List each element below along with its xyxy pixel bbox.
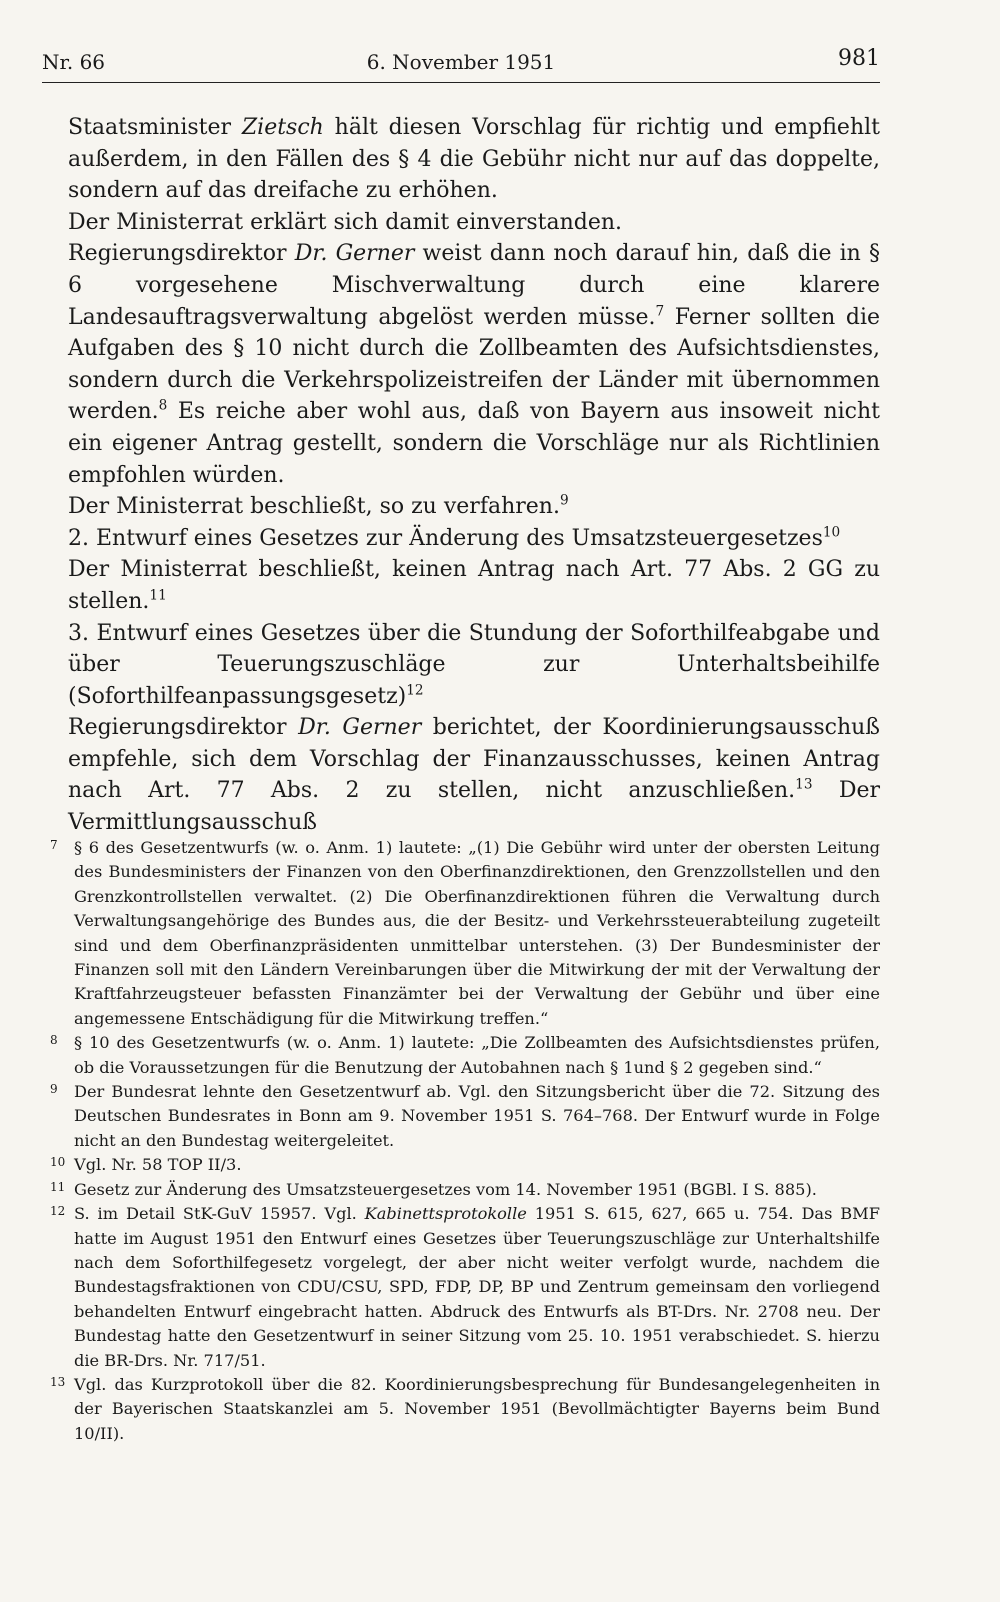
- text-run: Regierungsdirektor: [68, 715, 299, 741]
- header-date: 6. November 1951: [366, 50, 556, 74]
- footnote-mark: 9: [50, 1082, 58, 1097]
- header-rule: [42, 82, 880, 83]
- paragraph-gerner-2: [68, 712, 880, 838]
- paragraph-einverstanden: Der Ministerrat erklärt sich damit einverstanden.: [68, 209, 623, 235]
- footnote-ref-12[interactable]: 12: [406, 682, 424, 699]
- paragraph-gerner-1: [68, 238, 880, 491]
- footnote-9: [42, 1080, 880, 1153]
- text-run: Es reiche aber wohl aus, daß von Bayern aus insoweit nicht ein eigener Antrag gestellt, sondern die Vorschläge nur als Richtlinien empfohlen würden.: [68, 399, 880, 488]
- text-run: Der Ministerrat beschließt, so zu verfahren.: [68, 494, 560, 520]
- footnote-text: Vgl. das Kurzprotokoll über die 82. Koordinierungsbesprechung für Bundesangelegenheiten in der Bayerischen Staatskanzlei am 5. November 1951 (Bevollmächtigter Bayerns beim Bund 10/II).: [74, 1374, 880, 1443]
- text-run: Ferner sollten die Aufgaben des § 10 nicht durch die Zollbeamten des Aufsichtsdienstes, sondern durch die Verkehrspolizeistreifen der Länder mit übernommen werden.: [68, 304, 880, 425]
- agenda-item-3: [68, 618, 880, 713]
- footnote-mark: 8: [50, 1033, 58, 1048]
- issue-number: Nr. 66: [42, 50, 106, 74]
- text-run: 3. Entwurf eines Gesetzes über die Stundung der Soforthilfeabgabe und über Teuerungszuschläge zur Unterhaltsbeihilfe (Soforthilfeanpassungsgesetz): [68, 620, 880, 709]
- footnote-11: [42, 1178, 880, 1202]
- agenda-item-2: [68, 523, 880, 555]
- text-run: 2. Entwurf eines Gesetzes zur Änderung des Umsatzsteuergesetzes: [68, 525, 823, 551]
- footnote-10: [42, 1153, 880, 1177]
- cited-title: Kabinettsprotokolle: [364, 1204, 527, 1224]
- paragraph-beschluss-2: [68, 554, 880, 617]
- text-run: Staatsminister: [68, 115, 242, 140]
- footnote-ref-11[interactable]: 11: [149, 587, 167, 604]
- footnote-ref-10[interactable]: 10: [822, 524, 841, 541]
- footnote-text: § 10 des Gesetzentwurfs (w. o. Anm. 1) lautete: „Die Zollbeamten des Aufsichtsdienstes prüfen, ob die Voraussetzungen für die Benutzung der Autobahnen nach § 1und § 2 gegeben sind.“: [74, 1033, 880, 1077]
- running-header: [42, 44, 880, 84]
- speaker-name: Dr. Gerner: [298, 715, 422, 741]
- text-run: hält diesen Vorschlag für richtig und empfiehlt außerdem, in den Fällen des § 4 die Gebühr nicht nur auf das doppelte, sondern auf das dreifache zu erhöhen.: [68, 115, 880, 204]
- speaker-name: Dr. Gerner: [294, 241, 415, 267]
- text-run: Der Ministerrat beschließt, keinen Antrag nach Art. 77 Abs. 2 GG zu stellen.: [68, 557, 880, 614]
- page-number: 981: [838, 46, 880, 71]
- footnote-ref-9[interactable]: 9: [559, 492, 569, 509]
- footnote-12: [42, 1202, 880, 1373]
- footnote-text: Der Bundesrat lehnte den Gesetzentwurf ab. Vgl. den Sitzungsbericht über die 72. Sitzung des Deutschen Bundesrates in Bonn am 9. November 1951 S. 764–768. Der Entwurf wurde in Folge nicht an den Bundestag weitergeleitet.: [74, 1082, 880, 1150]
- footnote-8: [42, 1031, 880, 1080]
- text-run: berichtet, der Koordinierungsausschuß empfehle, sich dem Vorschlag der Finanzausschusses, keinen Antrag nach Art. 77 Abs. 2 zu stellen, nicht anzuschließen.: [68, 715, 880, 804]
- footnote-mark: 7: [50, 838, 58, 852]
- text-run: 1951 S. 615, 627, 665 u. 754. Das BMF hatte im August 1951 den Entwurf eines Gesetzes über Teuerungszuschläge zur Unterhaltshilfe nach dem Soforthilfegesetz vorgelegt, der aber nicht weiter verfolgt wurde, nachdem die Bundestagsfraktionen von CDU/CSU, SPD, FDP, DP, BP und Zentrum gemeinsam den vorliegend behandelten Entwurf eingebracht hatten. Abdruck des Entwurfs als BT-Drs. Nr. 2708 neu. Der Bundestag hatte den Gesetzentwurf in seiner Sitzung vom 25. 10. 1951 verabschiedet. S. hierzu die BR-Drs. Nr. 717/51.: [74, 1204, 880, 1370]
- footnote-7: [42, 836, 880, 1031]
- footnote-ref-8[interactable]: 8: [158, 398, 168, 415]
- footnote-text: [74, 1202, 880, 1373]
- text-run: Der Vermittlungsausschuß: [68, 778, 880, 836]
- footnote-ref-7[interactable]: 7: [655, 303, 665, 320]
- text-run: S. im Detail StK-GuV 15957. Vgl.: [74, 1204, 365, 1224]
- footnote-mark: 10: [50, 1155, 66, 1170]
- text-run: weist dann noch darauf hin, daß die in § 6 vorgesehene Mischverwaltung durch eine klarere Landesauftragsverwaltung abgelöst werden müsse.: [68, 241, 880, 330]
- footnote-13: [42, 1373, 880, 1446]
- speaker-name: Zietsch: [241, 115, 324, 140]
- text-run: Regierungsdirektor: [68, 241, 295, 267]
- footnote-mark: 12: [50, 1204, 66, 1219]
- footnote-text: Vgl. Nr. 58 TOP II/3.: [74, 1155, 242, 1175]
- footnote-text: § 6 des Gesetzentwurfs (w. o. Anm. 1) lautete: „(1) Die Gebühr wird unter der obersten Leitung des Bundesministers der Finanzen von den Oberfinanzdirektionen, den Grenzzollstellen und den Grenzkontrollstellen verwaltet. (2) Die Oberfinanzdirektionen führen die Verwaltung durch Verwaltungsangehörige des Bundes aus, die der Besitz- und Verkehrssteuerabteilung zugeteilt sind und dem Oberfinanzpräsidenten unmittelbar unterstehen. (3) Der Bundesminister der Finanzen soll mit den Ländern Vereinbarungen über die Mitwirkung der mit der Verwaltung der Kraftfahrzeugsteuer befassten Finanzämter bei der Verwaltung der Gebühr und über eine angemessene Entschädigung für die Mitwirkung treffen.“: [74, 838, 880, 1028]
- footnote-text: Gesetz zur Änderung des Umsatzsteuergesetzes vom 14. November 1951 (BGBl. I S. 885).: [74, 1179, 817, 1199]
- footnote-ref-13[interactable]: 13: [795, 777, 813, 794]
- footnote-mark: 11: [50, 1179, 66, 1194]
- paragraph-beschluss-1: [68, 491, 880, 523]
- main-text: [68, 112, 880, 839]
- footnotes: [42, 836, 880, 1446]
- paragraph-zietsch: [68, 112, 880, 207]
- footnote-mark: 13: [50, 1374, 66, 1389]
